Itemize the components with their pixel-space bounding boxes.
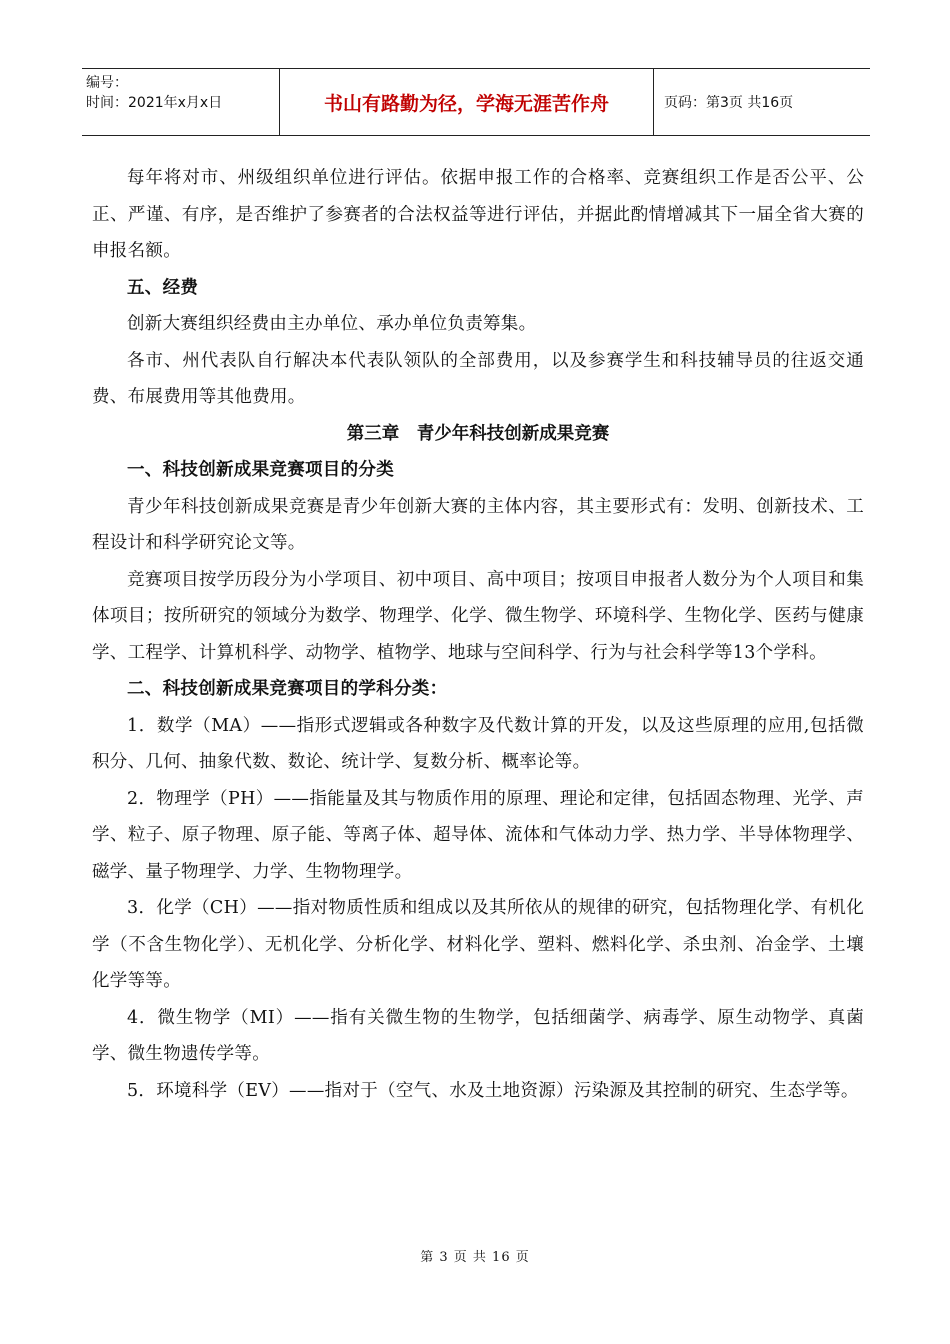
- paragraph-forms: 青少年科技创新成果竞赛是青少年创新大赛的主体内容，其主要形式有：发明、创新技术、工程设计和科学研究论文等。: [92, 496, 864, 553]
- header-page-code: 页码：第3页 共16页: [664, 95, 794, 111]
- paragraph-team-costs: 各市、州代表队自行解决本代表队领队的全部费用，以及参赛学生和科技辅导员的往返交通费、布展费用等其他费用。: [92, 350, 864, 407]
- list-item-mathematics: 1．数学（MA）——指形式逻辑或各种数字及代数计算的开发，以及这些原理的应用,包括微积分、几何、抽象代数、数论、统计学、复数分析、概率论等。: [92, 715, 864, 772]
- paragraph-evaluation: 每年将对市、州级组织单位进行评估。依据申报工作的合格率、竞赛组织工作是否公平、公正、严谨、有序，是否维护了参赛者的合法权益等进行评估，并据此酌情增减其下一届全省大赛的申报名额。: [92, 168, 864, 261]
- time-label: 时间：2021年x月x日: [86, 95, 223, 111]
- page-footer: 第 3 页 共 16 页: [420, 1250, 530, 1265]
- list-item-environmental-science: 5．环境科学（EV）——指对于（空气、水及土地资源）污染源及其控制的研究、生态学等。: [127, 1080, 859, 1101]
- list-item-microbiology: 4．微生物学（MI）——指有关微生物的生物学，包括细菌学、病毒学、原生动物学、真菌学、微生物遗传学等。: [92, 1007, 864, 1064]
- header-motto: 书山有路勤为径，学海无涯苦作舟: [280, 69, 654, 135]
- document-body: [92, 160, 864, 1109]
- header-meta: [82, 69, 280, 135]
- heading-funding: 五、经费: [127, 277, 199, 298]
- list-item-physics: 2．物理学（PH）——指能量及其与物质作用的原理、理论和定律，包括固态物理、光学、声学、粒子、原子物理、原子能、等离子体、超导体、流体和气体动力学、热力学、半导体物理学、磁学、量子物理学、力学、生物物理学。: [92, 788, 864, 882]
- heading-section-2: 二、科技创新成果竞赛项目的学科分类：: [127, 679, 448, 699]
- number-label: 编号：: [86, 75, 128, 91]
- paragraph-funding-source: 创新大赛组织经费由主办单位、承办单位负责筹集。: [127, 314, 537, 334]
- list-item-chemistry: 3．化学（CH）——指对物质性质和组成以及其所依从的规律的研究，包括物理化学、有机化学（不含生物化学）、无机化学、分析化学、材料化学、塑料、燃料化学、杀虫剂、冶金学、土壤化学等等。: [92, 898, 864, 991]
- header-table: [82, 68, 870, 136]
- chapter-title: 第三章 青少年科技创新成果竞赛: [346, 423, 610, 444]
- heading-section-1: 一、科技创新成果竞赛项目的分类: [127, 460, 394, 480]
- paragraph-categories: 竞赛项目按学历段分为小学项目、初中项目、高中项目；按项目申报者人数分为个人项目和集体项目；按所研究的领域分为数学、物理学、化学、微生物学、环境科学、生物化学、医药与健康学、工程学、计算机科学、动物学、植物学、地球与空间科学、行为与社会科学等13个学科。: [92, 569, 864, 663]
